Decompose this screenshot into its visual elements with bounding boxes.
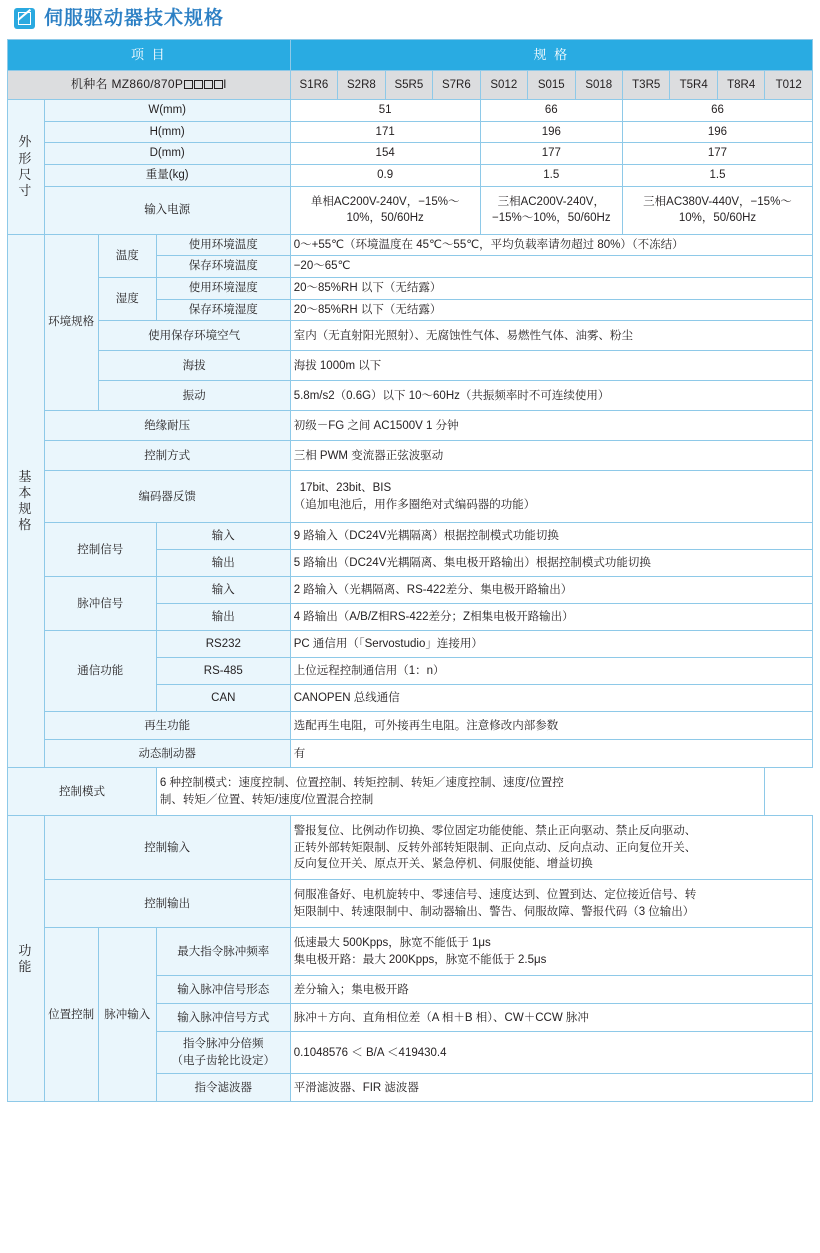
encoder-line-2: （追加电池后，用作多圈绝对式编码器的功能） [293,498,536,511]
env-value: 5.8m/s2（0.6G）以下 10～60Hz（共振频率时不可连续使用） [290,381,812,411]
dimension-label: 重量(kg) [44,165,290,187]
pulse-label: 最大指令脉冲频率 [156,928,290,976]
control-input-line-1: 警报复位、比例动作切换、零位固定功能使能、禁止正向驱动、禁止反向驱动、 [293,824,697,837]
dimension-label: D(mm) [44,143,290,165]
comm-value: PC 通信用（「Servostudio」连接用） [290,631,812,658]
model-code: T8R4 [717,71,764,100]
group-communication: 通信功能 [44,631,156,712]
document-header [0,0,820,39]
header-item: 项 目 [8,40,291,71]
encoder-line-1: 17bit、23bit、BIS [299,482,392,495]
env-row-use-humidity [8,278,813,300]
env-label: 使用保存环境空气 [98,321,290,351]
pulse-label-line-2: （电子齿轮比设定） [171,1054,276,1067]
pulse-value: 平滑滤波器、FIR 滤波器 [290,1074,812,1102]
group-function-label: 功能 [18,942,34,974]
control-output-value [290,880,812,928]
env-row-vibration [8,381,813,411]
env-value: 室内（无直射阳光照射）、无腐蚀性气体、易燃性气体、油雾、粉尘 [290,321,812,351]
model-code: T5R4 [670,71,717,100]
model-code: S7R6 [433,71,480,100]
table-header-row [8,40,813,71]
env-label: 使用环境湿度 [156,278,290,300]
env-value: 海拔 1000m 以下 [290,351,812,381]
power-supply-value: 三相AC380V-440V，−15%～10%，50/60Hz [622,186,812,234]
basic-value: 初级－FG 之间 AC1500V 1 分钟 [290,411,812,441]
page-title: 伺服驱动器技术规格 [44,8,225,29]
group-environment [44,234,98,411]
env-label: 使用环境温度 [156,234,290,256]
pulse-value [290,928,812,976]
env-label: 海拔 [98,351,290,381]
control-output-label: 控制输出 [44,880,290,928]
pulse-signal-value: 2 路输入（光耦隔离、RS-422差分、集电极开路输出） [290,577,812,604]
model-code: S015 [528,71,575,100]
control-input-line-2: 正转外部转矩限制、反转外部转矩限制、正向点动、反向点动、正向复位开关、 [293,841,697,854]
env-label: 保存环境湿度 [156,299,290,321]
group-basic-spec [8,234,45,768]
dimension-value: 196 [480,121,622,143]
blank-box-icon [194,80,203,89]
dimension-value: 177 [480,143,622,165]
encoder-label: 编码器反馈 [44,471,290,523]
model-code: S1R6 [290,71,337,100]
control-input-label: 控制输入 [44,816,290,880]
dimension-row-w [8,100,813,122]
blank-box-icon [184,80,193,89]
group-environment-label: 环境规格 [48,316,95,329]
specification-table [7,39,813,1102]
model-code: S5R5 [385,71,432,100]
pulse-value: 差分输入；集电极开路 [290,976,812,1004]
dimension-value: 171 [290,121,480,143]
control-signal-input-row [8,523,813,550]
model-code: S2R8 [338,71,385,100]
model-code: T3R5 [622,71,669,100]
power-supply-row [8,186,813,234]
encoder-value [290,471,812,523]
group-temperature: 温度 [98,234,156,277]
basic-value: 三相 PWM 变流器正弦波驱动 [290,441,812,471]
comm-rs232-row [8,631,813,658]
basic-value: 有 [290,740,812,768]
env-row-use-temp [8,234,813,256]
pulse-value-line-2: 集电极开路：最大 200Kpps，脉宽不能低于 2.5μs [293,953,547,966]
group-humidity: 湿度 [98,278,156,321]
basic-row-dynamic-brake [8,740,813,768]
dimension-row-weight [8,165,813,187]
env-value: 20～85%RH 以下（无结露） [290,278,812,300]
control-output-line-2: 矩限制中、转速限制中、制动器输出、警告、伺服故障、警报代码（3 位输出） [293,905,695,918]
power-supply-value: 单相AC200V-240V，−15%～10%，50/60Hz [290,186,480,234]
function-row-control-output [8,880,813,928]
control-mode-label: 控制模式 [8,768,157,816]
pulse-value: 0.1048576 ＜ B/A ＜419430.4 [290,1032,812,1074]
group-basic-spec-label: 基本规格 [18,468,34,533]
dimension-value: 51 [290,100,480,122]
basic-label: 再生功能 [44,712,290,740]
control-signal-label: 输出 [156,550,290,577]
group-pulse-input-label: 脉冲输入 [104,1008,151,1021]
pulse-signal-label: 输入 [156,577,290,604]
dimension-value: 1.5 [622,165,812,187]
dimension-value: 66 [480,100,622,122]
pulse-signal-label: 输出 [156,604,290,631]
group-dimensions-label: 外形尺寸 [18,134,34,199]
pulse-label: 输入脉冲信号形态 [156,976,290,1004]
dimension-value: 154 [290,143,480,165]
dimension-row-d [8,143,813,165]
model-code: T012 [765,71,813,100]
comm-label: CAN [156,685,290,712]
group-position-control [44,928,98,1102]
basic-row-regeneration [8,712,813,740]
basic-row-control-mode [8,768,813,816]
basic-label: 控制方式 [44,441,290,471]
pulse-value: 脉冲＋方向、直角相位差（A 相＋B 相）、CW＋CCW 脉冲 [290,1004,812,1032]
pulse-label: 输入脉冲信号方式 [156,1004,290,1032]
env-value: 20～85%RH 以下（无结露） [290,299,812,321]
control-input-line-3: 反向复位开关、原点开关、紧急停机、伺服使能、增益切换 [293,858,593,871]
basic-row-insulation [8,411,813,441]
pulse-value-line-1: 低速最大 500Kpps，脉宽不能低于 1μs [293,937,491,950]
comm-label: RS232 [156,631,290,658]
header-spec: 规 格 [290,40,812,71]
control-signal-value: 5 路输出（DC24V光耦隔离、集电极开路输出）根据控制模式功能切换 [290,550,812,577]
env-row-altitude [8,351,813,381]
dimension-row-h [8,121,813,143]
control-input-value [290,816,812,880]
pulse-label-line-1: 指令脉冲分倍频 [183,1038,264,1051]
control-mode-line-2: 制、转矩／位置、转矩/速度/位置混合控制 [159,793,374,806]
pulse-label [156,1032,290,1074]
group-pulse-input [98,928,156,1102]
pulse-label: 指令滤波器 [156,1074,290,1102]
function-row-control-input [8,816,813,880]
control-mode-value [156,768,764,816]
model-code: S012 [480,71,527,100]
blank-box-icon [214,80,223,89]
pulse-signal-input-row [8,577,813,604]
blank-box-icon [204,80,213,89]
env-value: −20～65℃ [290,256,812,278]
document-logo-icon [14,8,35,29]
dimension-value: 0.9 [290,165,480,187]
comm-value: CANOPEN 总线通信 [290,685,812,712]
model-name-label [8,71,291,100]
model-name-suffix: I [223,77,227,92]
model-code: S018 [575,71,622,100]
model-name-row [8,71,813,100]
basic-row-encoder [8,471,813,523]
pulse-signal-value: 4 路输出（A/B/Z相RS-422差分；Z相集电极开路输出） [290,604,812,631]
env-label: 振动 [98,381,290,411]
basic-label: 动态制动器 [44,740,290,768]
group-pulse-signal: 脉冲信号 [44,577,156,631]
model-name-prefix: 机种名 MZ860/870P [70,77,184,92]
dimension-value: 177 [622,143,812,165]
dimension-value: 1.5 [480,165,622,187]
comm-value: 上位远程控制通信用（1：n） [290,658,812,685]
pulse-row-max-freq [8,928,813,976]
dimension-value: 66 [622,100,812,122]
control-mode-line-1: 6 种控制模式：速度控制、位置控制、转矩控制、转矩／速度控制、速度/位置控 [159,777,564,790]
group-control-signal: 控制信号 [44,523,156,577]
control-output-line-1: 伺服准备好、电机旋转中、零速信号、速度达到、位置到达、定位接近信号、转 [293,889,697,902]
control-signal-value: 9 路输入（DC24V光耦隔离）根据控制模式功能切换 [290,523,812,550]
comm-label: RS-485 [156,658,290,685]
dimension-label: H(mm) [44,121,290,143]
env-label: 保存环境温度 [156,256,290,278]
basic-label: 绝缘耐压 [44,411,290,441]
basic-value: 选配再生电阻，可外接再生电阻。注意修改内部参数 [290,712,812,740]
env-value: 0～+55℃（环境温度在 45℃～55℃，平均负载率请勿超过 80%）（不冻结） [290,234,812,256]
dimension-label: W(mm) [44,100,290,122]
basic-row-control-method [8,441,813,471]
env-row-air [8,321,813,351]
power-supply-value: 三相AC200V-240V，−15%～10%，50/60Hz [480,186,622,234]
control-signal-label: 输入 [156,523,290,550]
group-position-control-label: 位置控制 [48,1008,95,1021]
dimension-value: 196 [622,121,812,143]
group-dimensions [8,100,45,235]
power-supply-label: 输入电源 [44,186,290,234]
group-function [8,816,45,1102]
